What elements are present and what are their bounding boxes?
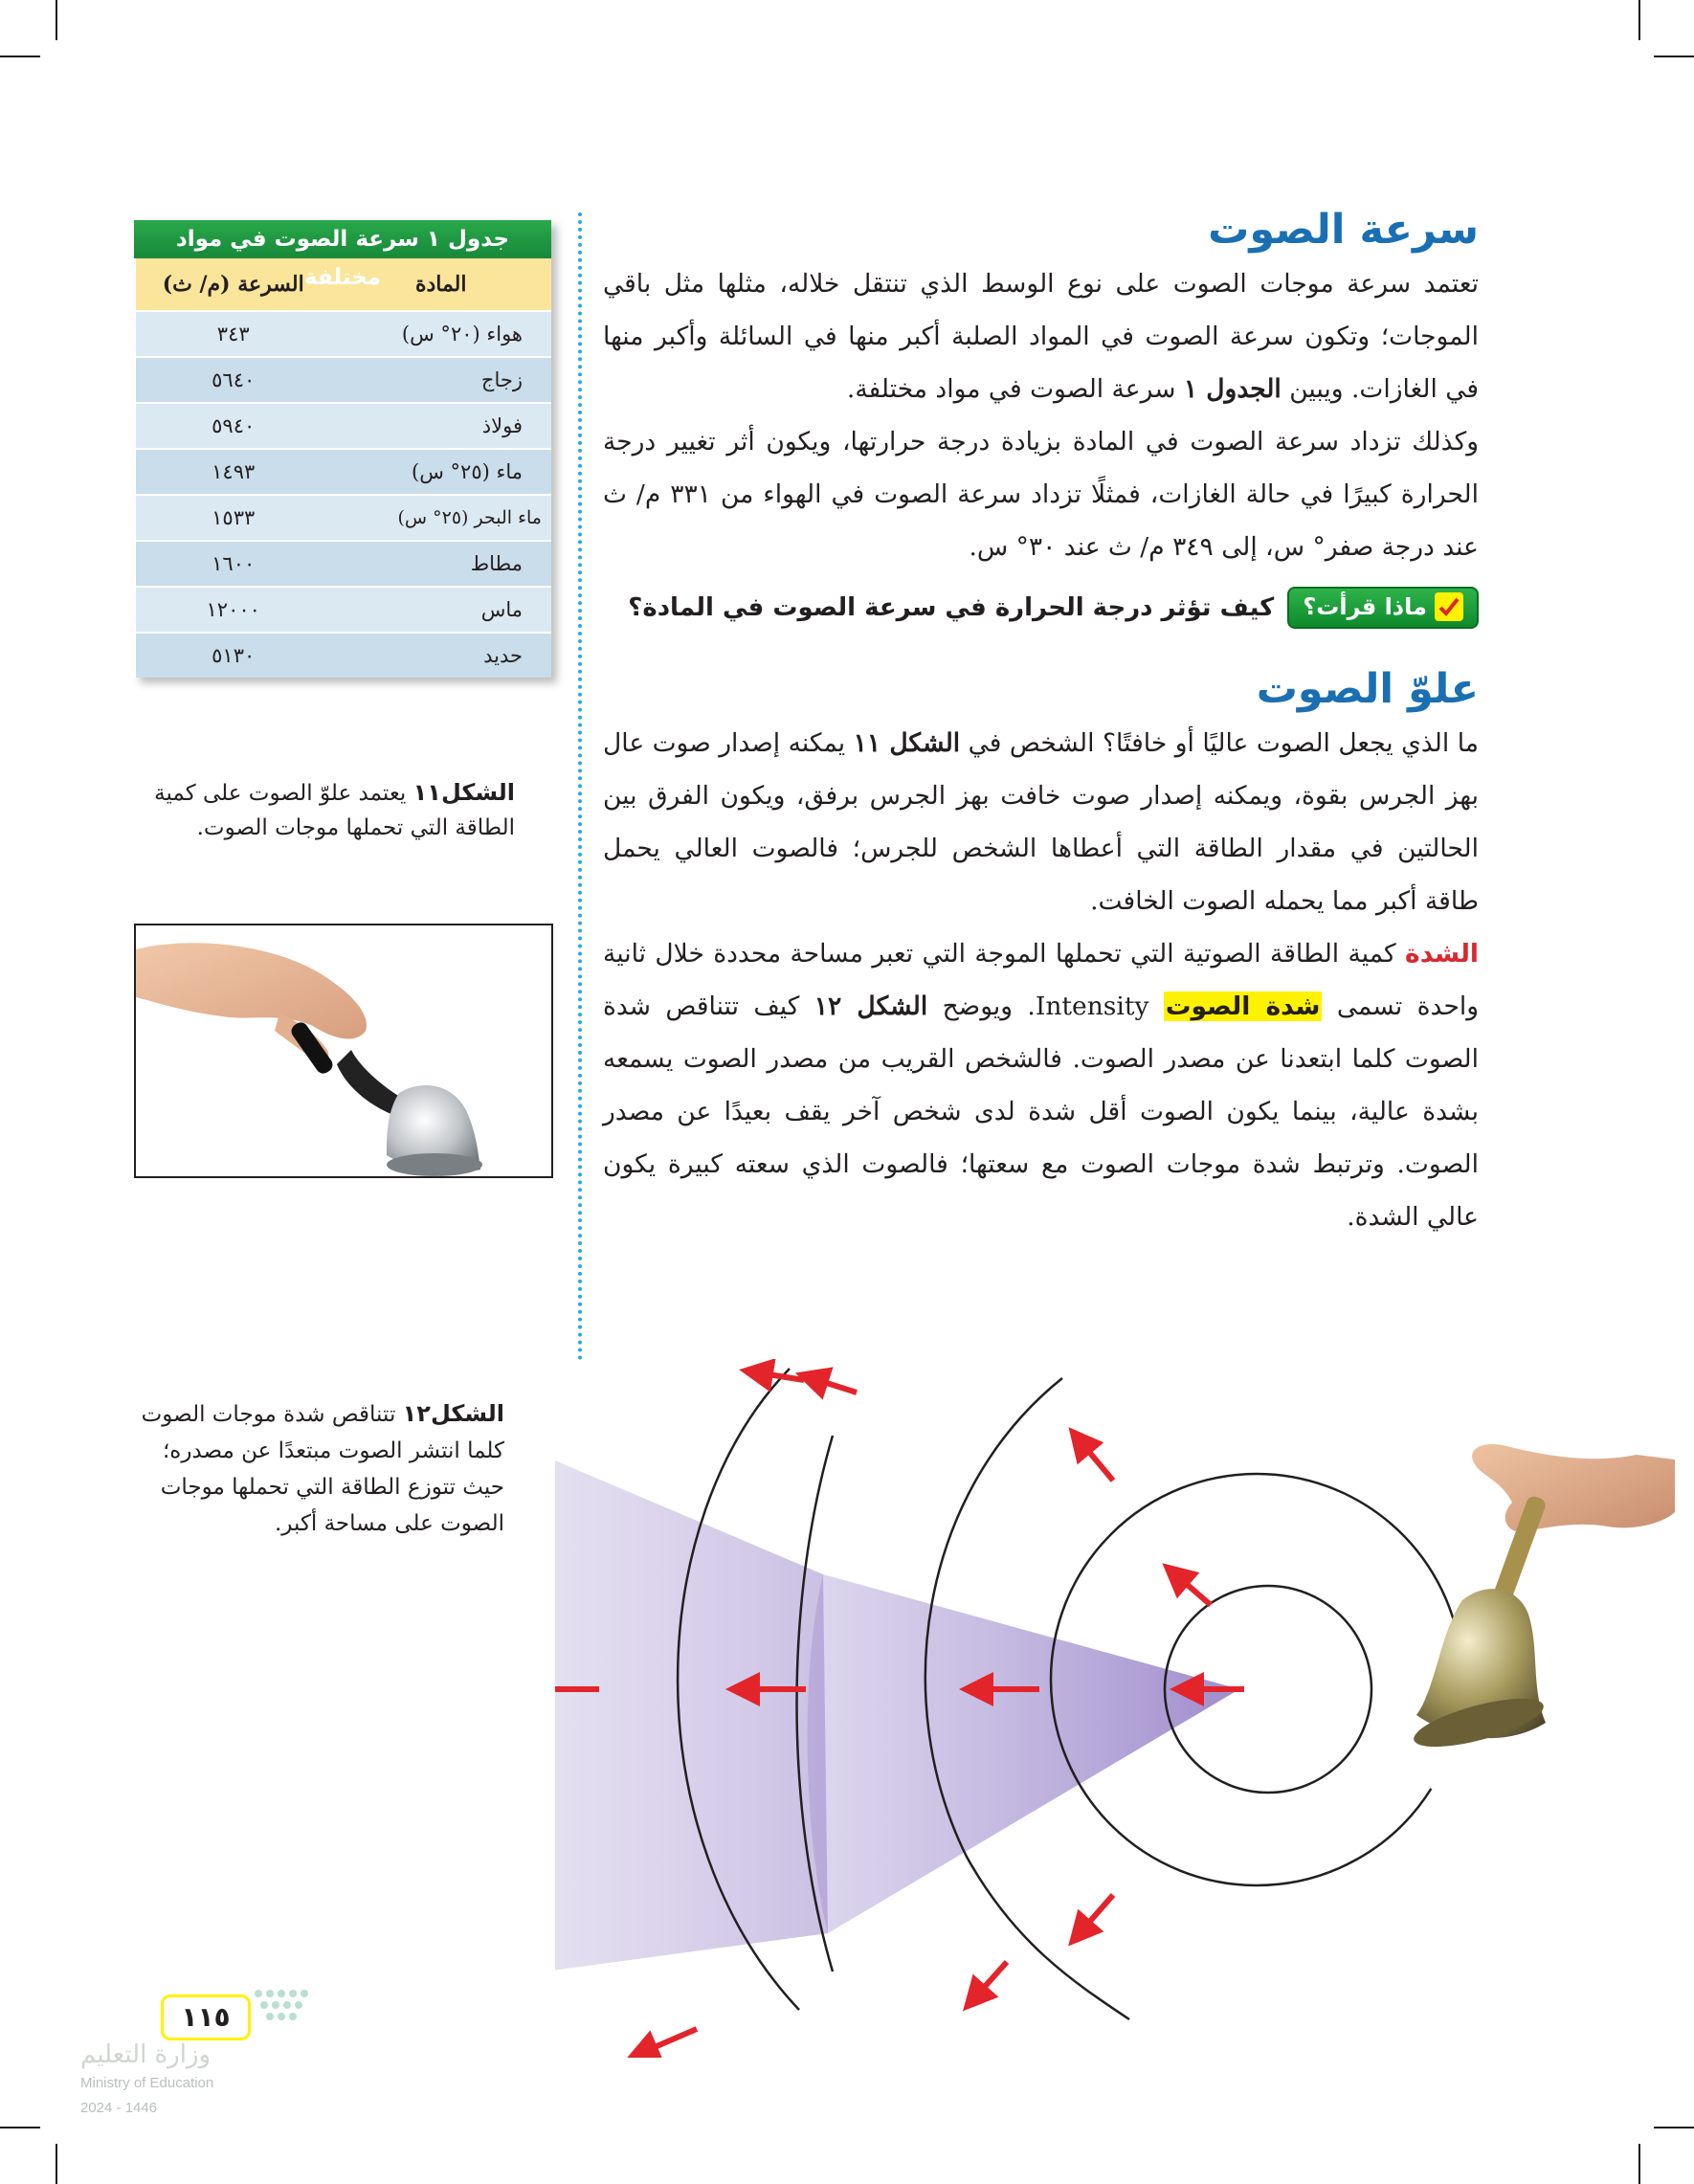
crop-mark [56, 0, 57, 40]
crop-mark [0, 56, 40, 57]
loudness-heading: علوّ الصوت [1256, 665, 1479, 713]
ministry-year: 2024 - 1446 [80, 2100, 158, 2116]
figure11-label: الشكل١١ [412, 779, 515, 806]
table-row: ماء البحر (٢٥° س) ١٥٣٣ [135, 495, 551, 541]
table-row: ماس ١٢٠٠٠ [135, 587, 551, 633]
arrow [1080, 1440, 1113, 1481]
figure12-label: الشكل١٢ [402, 1400, 504, 1427]
speed-paragraph-1: تعتمد سرعة موجات الصوت على نوع الوسط الذي تنتقل خلاله، مثلها مثل باقي الموجات؛ وتكون سرعة الصوت في المواد الصلبة أكبر منها في السائلة وأكبر منها في الغازات. ويبين الجدول ١ سرعة الصوت في مواد مختلفة. [603, 269, 1479, 404]
figure11-photo [134, 924, 553, 1178]
crop-mark [1654, 2127, 1694, 2128]
intensity-term: الشدة [1405, 939, 1479, 969]
arrow [1175, 1574, 1211, 1605]
column-divider [578, 212, 582, 1361]
table-row: زجاج ٥٦٤٠ [135, 357, 551, 403]
arrow [641, 2029, 697, 2053]
sound-beam [808, 1574, 1239, 1933]
table-title: جدول ١ سرعة الصوت في مواد مختلفة [134, 220, 551, 258]
reading-check-badge: ماذا قرأت؟ [1287, 587, 1479, 629]
sound-beam-outer [555, 1426, 828, 1981]
table-row: فولاذ ٥٩٤٠ [135, 403, 551, 449]
figure11-caption: الشكل١١ يعتمد علوّ الصوت على كمية الطاقة التي تحملها موجات الصوت. [154, 779, 515, 840]
arrow [1080, 1895, 1113, 1933]
table-row: هواء (٢٠° س) ٣٤٣ [135, 311, 551, 357]
reading-check-question: كيف تؤثر درجة الحرارة في سرعة الصوت في المادة؟ [628, 593, 1275, 622]
loudness-paragraph-1: ما الذي يجعل الصوت عاليًا أو خافتًا؟ الشخص في الشكل ١١ يمكنه إصدار صوت عال بهز الجرس بقوة، ويمكنه إصدار صوت خافت بهز الجرس برفق، ويكون الفرق بين الحالتين في مقدار الطاقة التي أعطاها الشخص للجرس؛ فالصوت العالي يحمل طاقة أكبر مما يحمله الصوت الخافت. [603, 728, 1479, 916]
table-row: مطاط ١٦٠٠ [135, 541, 551, 587]
crop-mark [1638, 0, 1640, 40]
reading-check [603, 587, 1479, 629]
hand-illustration [1472, 1444, 1675, 1532]
speed-heading: سرعة الصوت [1208, 206, 1479, 254]
loudness-paragraph-2: الشدة كمية الطاقة الصوتية التي تحملها الموجة التي تعبر مساحة محددة خلال ثانية واحدة تسمى شدة الصوت Intensity. ويوضح الشكل ١٢ كيف تتناقص شدة الصوت كلما ابتعدنا عن مصدر الصوت. فالشخص القريب من مصدر الصوت يسمعه بشدة عالية، بينما يكون الصوت أقل شدة لدى شخص آخر يقف بعيدًا عن مصدر الصوت. وترتبط شدة موجات الصوت مع سعتها؛ فالصوت الذي سعته كبيرة يكون عالي الشدة. [603, 939, 1480, 1232]
arrow [974, 1962, 1007, 1998]
intensity-highlight: شدة الصوت [1165, 992, 1321, 1021]
table-row: حديد ٥١٣٠ [135, 633, 551, 678]
speed-table [134, 220, 551, 678]
ministry-name-en: Ministry of Education [80, 2075, 214, 2091]
page-number: ١١٥ [161, 1995, 251, 2040]
main-column [603, 206, 1479, 1243]
figure12-caption: الشكل١٢ تتناقص شدة موجات الصوت كلما انتشر الصوت مبتعدًا عن مصدره؛ حيث تتوزع الطاقة التي تحملها موجات الصوت على مساحة أكبر. [141, 1400, 504, 1536]
arrow [756, 1372, 804, 1380]
hand-bell-illustration [136, 925, 551, 1176]
crop-mark [56, 2144, 57, 2184]
crop-mark [0, 2127, 40, 2128]
table-body [134, 258, 551, 678]
table-row: ماء (٢٥° س) ١٤٩٣ [135, 449, 551, 495]
crop-mark [1638, 2144, 1640, 2184]
figure12-diagram [555, 1359, 1694, 2058]
table-header-material: المادة [330, 258, 551, 311]
table-header-speed: السرعة (م/ ث) [135, 258, 330, 311]
ministry-name-ar: وزارة التعليم [80, 2040, 212, 2069]
crop-mark [1654, 56, 1694, 57]
checkmark-icon [1435, 592, 1463, 621]
ministry-logo-icon [251, 1986, 318, 2043]
speed-paragraph-2: وكذلك تزداد سرعة الصوت في المادة بزيادة درجة حرارتها، ويكون أثر تغيير درجة الحرارة كبيرًا في حالة الغازات، فمثلًا تزداد سرعة الصوت في الهواء من ٣٣١ م/ ث عند درجة صفر° س، إلى ٣٤٩ م/ ث عند ٣٠° س. [603, 427, 1479, 562]
arrow [812, 1378, 857, 1393]
